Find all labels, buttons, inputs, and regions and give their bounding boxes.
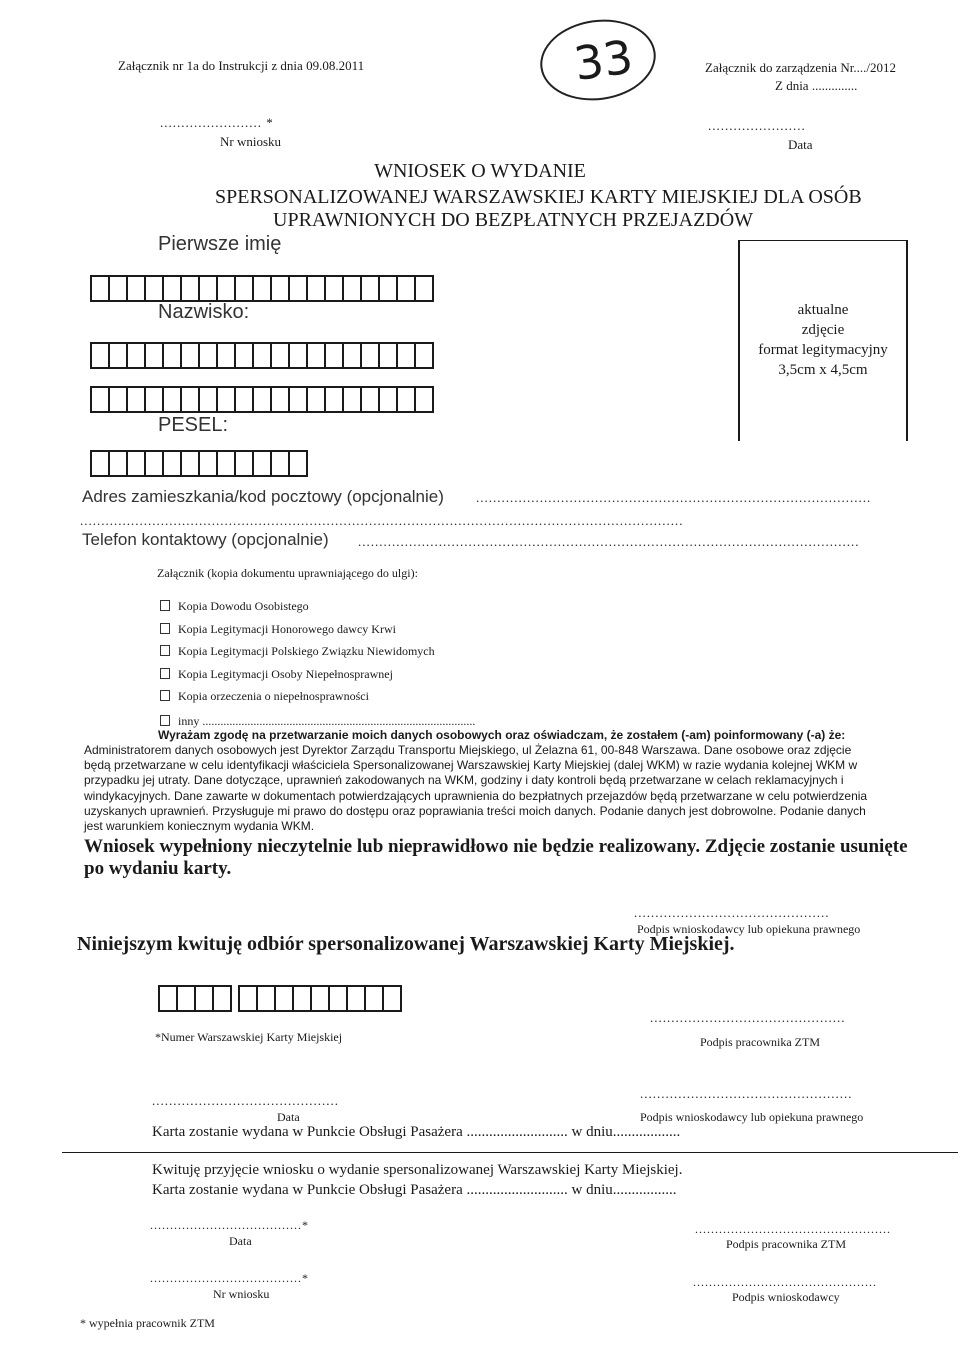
- attachment-note-left: Załącznik nr 1a do Instrukcji z dnia 09.08.2011: [118, 58, 365, 73]
- pesel-boxes[interactable]: [90, 450, 306, 477]
- footnote: * wypełnia pracownik ZTM: [80, 1316, 215, 1330]
- acceptance-date-label: Data: [229, 1234, 252, 1248]
- pesel-label: PESEL:: [158, 414, 229, 436]
- acceptance-staff-label: Podpis pracownika ZTM: [726, 1237, 846, 1251]
- address-dots[interactable]: .............................................................................................: [476, 490, 872, 505]
- checkbox-icon[interactable]: [160, 668, 170, 679]
- acceptance-sign-label: Podpis wnioskodawcy: [732, 1290, 840, 1304]
- first-name-boxes[interactable]: [90, 275, 432, 302]
- consent-line: windykacyjnych. Dane zawarte w dokumentach potwierdzających uprawnienia do bezpłatnych przejazdów będą przetwarzane w celu potwierdzenia: [84, 788, 868, 803]
- applicant-signature-label: Podpis wnioskodawcy lub opiekuna prawnego: [637, 922, 861, 936]
- consent-line: przypadku jej utraty. Dane dotyczące, uprawnień zakodowanych na WKM, godziny i daty kontroli będą przetwarzane w celach reklamacyjnych i: [84, 773, 844, 788]
- attachment-option[interactable]: Kopia Legitymacji Polskiego Związku Niewidomych: [160, 640, 435, 663]
- warning-line-1: Wniosek wypełniony nieczytelnie lub nieprawidłowo nie będzie realizowany. Zdjęcie zostanie usunięte: [84, 836, 908, 857]
- acceptance-staff-dots[interactable]: .................................................: [695, 1222, 891, 1236]
- staff-signature-label: Podpis pracownika ZTM: [700, 1035, 820, 1049]
- surname-boxes-row-1[interactable]: [90, 342, 432, 369]
- applicant-signature-dots[interactable]: ..............................................: [634, 905, 830, 920]
- consent-line: będą przetwarzane w celu identyfikacji właściciela Spersonalizowanej Warszawskiej Karty Miejskiej (dalej WKM) w razie wydania kolejnej WKM w: [84, 758, 858, 773]
- checkbox-icon[interactable]: [160, 623, 170, 634]
- request-number-label: Nr wniosku: [220, 134, 282, 149]
- consent-line: uzyskanych uprawnień. Przysługuje mi prawo do dostępu oraz poprawiania treści moich danych. Podanie danych jest dobrowolne. Podanie danych: [84, 803, 866, 818]
- address-dots-line-2[interactable]: ..............................................................................................................................................: [80, 513, 684, 528]
- card-number-label: *Numer Warszawskiej Karty Miejskiej: [155, 1030, 343, 1044]
- request-number-dots[interactable]: ........................ *: [160, 115, 274, 130]
- photo-line-2: zdjęcie: [801, 322, 845, 338]
- checkbox-icon[interactable]: [160, 645, 170, 656]
- receipt-applicant-dots[interactable]: ..................................................: [640, 1086, 853, 1101]
- issued-line: Karta zostanie wydana w Punkcie Obsługi Pasażera ........................... w dniu..................: [152, 1124, 681, 1140]
- consent-line: jest warunkiem koniecznym wydania WKM.: [84, 819, 315, 834]
- acceptance-line-2: Karta zostanie wydana w Punkcie Obsługi Pasażera ........................... w dniu.................: [152, 1182, 677, 1198]
- checkbox-icon[interactable]: [160, 715, 170, 726]
- date-dots[interactable]: .......................: [708, 118, 806, 133]
- phone-label: Telefon kontaktowy (opcjonalnie): [82, 530, 329, 549]
- phone-dots[interactable]: ......................................................................................................................: [358, 534, 860, 549]
- title-line-1: WNIOSEK O WYDANIE: [374, 160, 586, 182]
- attachment-date: Z dnia ..............: [775, 78, 858, 93]
- checkbox-icon[interactable]: [160, 690, 170, 701]
- receipt-heading: Niniejszym kwituję odbiór spersonalizowanej Warszawskiej Karty Miejskiej.: [77, 933, 735, 955]
- attachment-note-right: Załącznik do zarządzenia Nr..../2012: [705, 60, 896, 75]
- receipt-applicant-label: Podpis wnioskodawcy lub opiekuna prawnego: [640, 1110, 864, 1124]
- attachment-option[interactable]: Kopia Dowodu Osobistego: [160, 595, 435, 618]
- receipt-date-dots[interactable]: ............................................: [152, 1093, 339, 1108]
- photo-instructions: [738, 300, 908, 380]
- separator-line: [62, 1152, 958, 1153]
- photo-line-3: format legitymacyjny: [758, 342, 888, 358]
- attachment-option[interactable]: Kopia Legitymacji Honorowego dawcy Krwi: [160, 618, 435, 641]
- card-number-boxes[interactable]: [158, 985, 400, 1012]
- date-label: Data: [788, 137, 813, 152]
- acceptance-nr-label: Nr wniosku: [213, 1287, 270, 1301]
- acceptance-sign-dots[interactable]: ..............................................: [693, 1275, 877, 1289]
- attachment-option[interactable]: Kopia orzeczenia o niepełnosprawności: [160, 685, 435, 708]
- acceptance-line-1: Kwituję przyjęcie wniosku o wydanie spersonalizowanej Warszawskiej Karty Miejskiej.: [152, 1162, 683, 1178]
- attachment-option[interactable]: Kopia Legitymacji Osoby Niepełnosprawnej: [160, 663, 435, 686]
- address-label: Adres zamieszkania/kod pocztowy (opcjonalnie): [82, 487, 444, 506]
- acceptance-nr-dots[interactable]: ......................................*: [150, 1271, 309, 1285]
- staff-signature-dots[interactable]: ..............................................: [650, 1010, 846, 1025]
- first-name-label: Pierwsze imię: [158, 233, 282, 255]
- consent-body: [84, 743, 867, 834]
- surname-label: Nazwisko:: [158, 301, 250, 323]
- receipt-date-label: Data: [277, 1110, 300, 1124]
- consent-heading: Wyrażam zgodę na przetwarzanie moich danych osobowych oraz oświadczam, że zostałem (-am) poinformowany (-a) że:: [158, 728, 846, 742]
- surname-boxes-row-2[interactable]: [90, 386, 432, 413]
- attachments-heading: Załącznik (kopia dokumentu uprawniającego do ulgi):: [157, 566, 418, 580]
- title-line-3: UPRAWNIONYCH DO BEZPŁATNYCH PRZEJAZDÓW: [273, 209, 754, 231]
- handwritten-number-stamp: 33: [535, 12, 661, 107]
- acceptance-date-dots[interactable]: ......................................*: [150, 1218, 309, 1232]
- attachment-option-other[interactable]: inny ...........................................................................................: [160, 714, 475, 729]
- title-line-2: SPERSONALIZOWANEJ WARSZAWSKIEJ KARTY MIEJSKIEJ DLA OSÓB: [215, 186, 862, 208]
- consent-line: Administratorem danych osobowych jest Dyrektor Zarządu Transportu Miejskiego, ul Żelazna 61, 00-848 Warszawa. Dane osobowe oraz zdjęcie: [84, 743, 852, 757]
- photo-line-1: aktualne: [797, 302, 849, 318]
- checkbox-icon[interactable]: [160, 600, 170, 611]
- attachments-list: [160, 595, 435, 708]
- photo-line-4: 3,5cm x 4,5cm: [778, 362, 868, 378]
- warning-line-2: po wydaniu karty.: [84, 858, 232, 879]
